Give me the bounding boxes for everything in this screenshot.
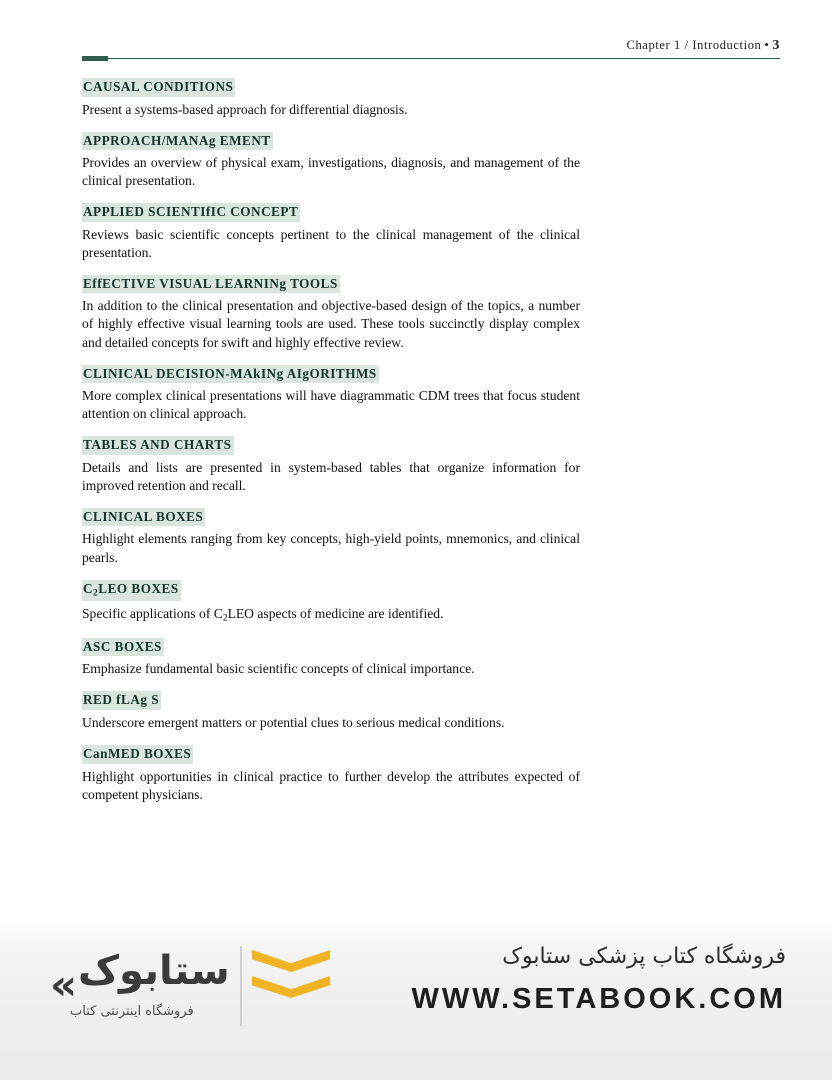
section-canmed-boxes [82, 745, 582, 804]
section-heading: CLINICAL DECISION-MAkINg AIgORITHMS [82, 365, 379, 384]
heading-prefix: C [83, 580, 94, 596]
section-causal-conditions [82, 78, 582, 119]
section-body [82, 605, 580, 625]
page-content [82, 78, 582, 817]
body-subscript: 2 [222, 613, 228, 624]
double-chevron-icon [252, 948, 332, 1022]
section-heading: RED fLAg S [82, 691, 161, 710]
section-heading: EffECTIVE VISUAL LEARNINg TOOLS [82, 275, 340, 294]
section-clinical-boxes [82, 508, 582, 567]
header-rule [82, 58, 780, 59]
watermark-divider [240, 946, 242, 1026]
setabook-logo [50, 942, 240, 1038]
watermark-url[interactable]: WWW.SETABOOK.COM [411, 983, 786, 1015]
body-suffix: LEO aspects of medicine are identified. [227, 605, 444, 621]
section-body: Details and lists are presented in system-based tables that organize information for improved retention and recall. [82, 459, 580, 493]
section-heading: CAUSAL CONDITIONS [82, 78, 235, 97]
section-heading: TABLES AND CHARTS [82, 436, 234, 455]
section-effective-visual-learning-tools [82, 275, 582, 352]
section-body: Present a systems-based approach for differential diagnosis. [82, 101, 408, 117]
page-number: 3 [772, 38, 780, 53]
logo-subtitle: فروشگاه اینترنتی کتاب [70, 1004, 194, 1019]
section-heading: ASC BOXES [82, 638, 164, 657]
section-body: In addition to the clinical presentation and objective-based design of the topics, a number of highly effective visual learning tools are used. These tools succinctly display complex and detailed concepts for swift and highly effective review. [82, 298, 580, 350]
section-red-flags [82, 691, 582, 732]
running-header [627, 38, 780, 54]
logo-chevron-icon: « [50, 960, 78, 1009]
body-prefix: Specific applications of C [82, 605, 223, 621]
section-body: Highlight elements ranging from key concepts, high-yield points, mnemonics, and clinical pearls. [82, 531, 580, 565]
section-heading: CLINICAL BOXES [82, 508, 205, 527]
section-heading [82, 580, 181, 601]
header-separator: • [764, 38, 770, 52]
section-heading: APPLIED SCIENTIfIC CONCEPT [82, 203, 300, 222]
section-heading: CanMED BOXES [82, 745, 193, 764]
section-c2leo-boxes [82, 580, 582, 625]
section-body: Underscore emergent matters or potential clues to serious medical conditions. [82, 714, 505, 730]
section-tables-and-charts [82, 436, 582, 495]
section-applied-scientific-concept [82, 203, 582, 262]
section-body: Provides an overview of physical exam, investigations, diagnosis, and management of the clinical presentation. [82, 155, 580, 189]
section-clinical-decision-making-algorithms [82, 365, 582, 424]
heading-subscript: 2 [93, 587, 99, 598]
logo-wordmark: ستابوک [78, 948, 230, 994]
section-body: More complex clinical presentations will have diagrammatic CDM trees that focus student attention on clinical approach. [82, 388, 580, 422]
header-chapter: Chapter 1 / Introduction [626, 38, 762, 52]
section-asc-boxes [82, 638, 582, 679]
section-body: Emphasize fundamental basic scientific concepts of clinical importance. [82, 661, 475, 677]
watermark-tagline: فروشگاه کتاب پزشکی ستابوک [502, 944, 786, 969]
section-body: Reviews basic scientific concepts pertinent to the clinical management of the clinical presentation. [82, 226, 580, 260]
watermark-band [0, 920, 832, 1080]
section-heading: APPROACH/MANAg EMENT [82, 132, 273, 151]
section-body: Highlight opportunities in clinical practice to further develop the attributes expected of competent physicians. [82, 768, 580, 802]
heading-suffix: LEO BOXES [98, 580, 179, 596]
section-approach-management [82, 132, 582, 191]
watermark-text [366, 944, 786, 1016]
